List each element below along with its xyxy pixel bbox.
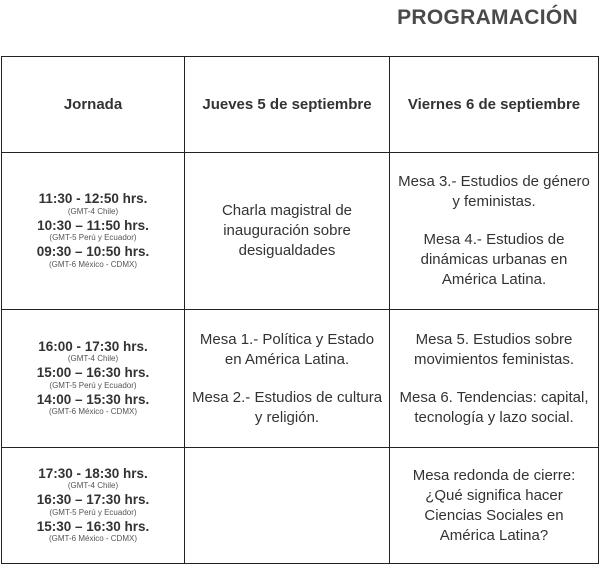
schedule-table [1, 56, 599, 564]
time-slot: 16:00 - 17:30 hrs. [38, 338, 148, 354]
event-text: Mesa 6. Tendencias: capital, tecnología y lazo social. [399, 388, 589, 426]
event-text: Mesa 1.- Política y Estado en América Latina. [199, 330, 375, 368]
friday-cell [390, 153, 599, 310]
timezone-label: (GMT-5 Perú y Ecuador) [49, 233, 137, 243]
time-slot: 11:30 - 12:50 hrs. [38, 191, 148, 207]
time-slot: 10:30 – 11:50 hrs. [37, 217, 149, 233]
time-slot: 17:30 - 18:30 hrs. [38, 465, 148, 481]
time-slot: 15:30 – 16:30 hrs. [36, 518, 150, 534]
thursday-cell [185, 153, 390, 310]
table-header-row [2, 57, 599, 153]
times-cell [2, 310, 185, 448]
page-title: PROGRAMACIÓN [397, 6, 578, 29]
header-jornada: Jornada [2, 57, 185, 153]
friday-cell [390, 448, 599, 564]
thursday-cell [185, 310, 390, 448]
event-text: Mesa 4.- Estudios de dinámicas urbanas en América Latina. [420, 231, 568, 288]
friday-cell [390, 310, 599, 448]
time-slot: 15:00 – 16:30 hrs. [36, 365, 150, 381]
timezone-label: (GMT-6 México - CDMX) [49, 534, 137, 544]
table-row [2, 310, 599, 448]
timezone-label: (GMT-4 Chile) [67, 206, 119, 216]
timezone-label: (GMT-6 México - CDMX) [49, 259, 137, 269]
times-cell [2, 448, 185, 564]
time-slot: 09:30 – 10:50 hrs. [36, 244, 150, 260]
event-text: Mesa 3.- Estudios de género y feministas. [398, 173, 590, 210]
header-friday: Viernes 6 de septiembre [390, 57, 599, 153]
table-row [2, 153, 599, 310]
header-thursday: Jueves 5 de septiembre [185, 57, 390, 153]
event-text: Mesa 5. Estudios sobre movimientos feministas. [413, 330, 575, 368]
event-text: Mesa redonda de cierre: ¿Qué significa hacer Ciencias Sociales en América Latina? [412, 466, 576, 544]
thursday-cell [185, 448, 390, 564]
time-slot: 16:30 – 17:30 hrs. [36, 492, 150, 508]
timezone-label: (GMT-6 México - CDMX) [49, 407, 137, 417]
timezone-label: (GMT-4 Chile) [67, 481, 119, 491]
timezone-label: (GMT-5 Perú y Ecuador) [49, 380, 137, 390]
event-text: Mesa 2.- Estudios de cultura y religión. [191, 388, 383, 426]
timezone-label: (GMT-5 Perú y Ecuador) [49, 507, 137, 517]
table-row [2, 448, 599, 564]
times-cell [2, 153, 185, 310]
time-slot: 14:00 – 15:30 hrs. [36, 391, 150, 407]
timezone-label: (GMT-4 Chile) [67, 354, 119, 364]
event-text: Charla magistral de inauguración sobre desigualdades [221, 202, 353, 259]
